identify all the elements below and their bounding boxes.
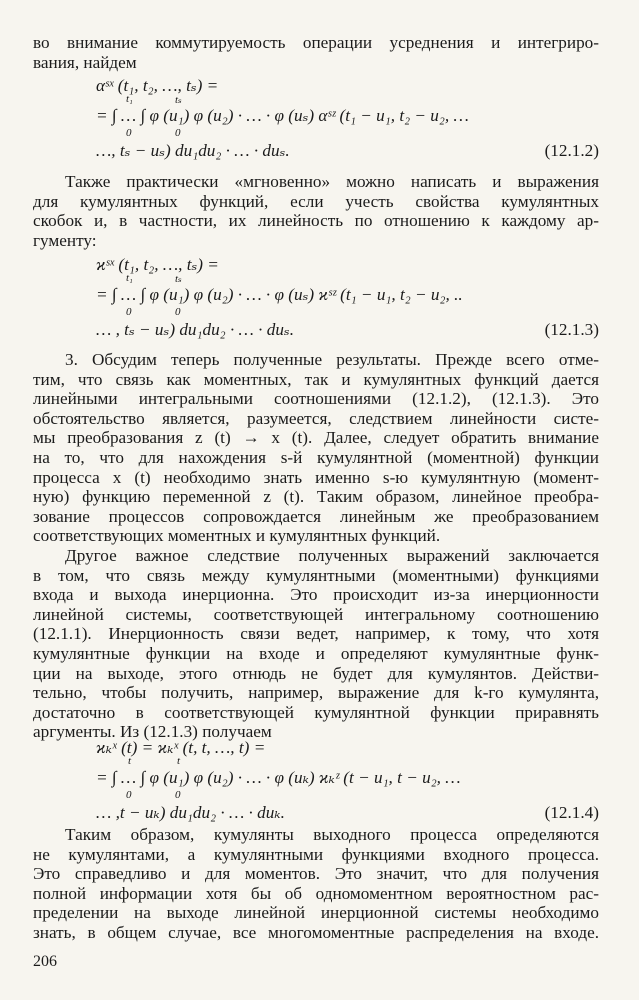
- text-line: линейной системы, соответствующей интегральному соотношению: [33, 604, 599, 624]
- text-line: линейными интегральными соотношениями (12.1.2), (12.1.3). Это: [33, 389, 599, 409]
- integral-lower-limit: 0: [175, 127, 181, 139]
- text-line: Таким образом, кумулянты выходного процесса определяются: [65, 825, 599, 844]
- text-line: процесса x (t) необходимо знать именно s-ю кумулянтную (момент-: [33, 467, 599, 487]
- text-line: соответствующих моментных и кумулянтных функций.: [33, 526, 441, 546]
- equation-line: = ∫ … ∫ φ (u₁) φ (u₂) · … · φ (uₛ) αˢᶻ (t₁ − u₁, t₂ − u₂, …: [96, 106, 469, 125]
- paragraph: [33, 546, 599, 742]
- text-line: тим, что связь как моментных, так и кумулянтных функций дается: [33, 369, 599, 389]
- text-line: в том, что связь между кумулянтными (моментными) функциями: [33, 565, 599, 585]
- equation-12-1-2: [0, 76, 639, 160]
- integral-lower-limit: 0: [175, 306, 181, 318]
- equation-line: ϰˢˣ (t₁, t₂, …, tₛ) =: [96, 255, 219, 274]
- integral-lower-limit: 0: [175, 789, 181, 801]
- equation-line: αˢˣ (t₁, t₂, …, tₛ) =: [96, 76, 219, 95]
- text-line: скобок и, в частности, их линейность по отношению к каждому ар-: [33, 211, 599, 231]
- text-line: вания, найдем: [33, 52, 137, 72]
- equation-line: … , tₛ − uₛ) du₁du₂ · … · duₛ.: [96, 320, 295, 339]
- integral-upper-limit: t: [177, 755, 181, 767]
- paragraph: [33, 825, 599, 943]
- equation-line: … ,t − uₖ) du₁du₂ · … · duₖ.: [96, 803, 285, 822]
- integral-lower-limit: 0: [126, 789, 132, 801]
- equation-line: = ∫ … ∫ φ (u₁) φ (u₂) · … · φ (uₖ) ϰₖᶻ (t − u₁, t − u₂, …: [96, 768, 461, 787]
- text-line: кумулянтные функции на входе и определяют кумулянтные функ-: [33, 643, 599, 663]
- integral-lower-limit: 0: [126, 306, 132, 318]
- text-line: зование процессов сопровождается линейным же преобразованием: [33, 506, 599, 526]
- text-line: тельно, чтобы получить, например, выражение для k-го кумулянта,: [33, 683, 599, 703]
- text-line: достаточно в соответствующей кумулянтной функции приравнять: [33, 702, 599, 722]
- text-line: ции на выходе, этого отнюдь не будет для кумулянтов. Действи-: [33, 663, 599, 683]
- equation-line: ϰₖˣ (t) = ϰₖˣ (t, t, …, t) =: [96, 738, 266, 757]
- text-line: (12.1.1). Инерционность связи ведет, например, к тому, что хотя: [33, 624, 599, 644]
- integral-upper-limit: t₁: [126, 93, 133, 105]
- page-number: 206: [33, 953, 57, 970]
- text-line: во внимание коммутируемость операции усреднения и интегриро-: [33, 33, 599, 52]
- text-line: знать, в общем случае, все многомоментные распределения на входе.: [33, 922, 599, 942]
- paragraph: [33, 172, 599, 250]
- intro-paragraph: [33, 33, 599, 72]
- equation-number: (12.1.4): [544, 803, 599, 822]
- text-line: Также практически «мгновенно» можно написать и выражения: [65, 172, 599, 191]
- text-line: Это справедливо и для моментов. Это значит, что для получения: [33, 864, 599, 884]
- integral-upper-limit: tₛ: [175, 273, 182, 285]
- text-line: аргументы. Из (12.1.3) получаем: [33, 722, 272, 742]
- text-line: гументу:: [33, 230, 97, 250]
- paragraph: [33, 350, 599, 546]
- text-line: 3. Обсудим теперь полученные результаты. Прежде всего отме-: [65, 350, 599, 369]
- equation-12-1-4: [0, 738, 639, 822]
- text-line: мы преобразования z (t) → x (t). Далее, следует обратить внимание: [33, 428, 599, 448]
- text-line: не кумулянтами, а кумулянтными функциями входного процесса.: [33, 844, 599, 864]
- equation-12-1-3: [0, 255, 639, 339]
- integral-upper-limit: t₁: [126, 272, 133, 284]
- text-line: обстоятельство является, разумеется, следствием линейности систе-: [33, 408, 599, 428]
- equation-line: …, tₛ − uₛ) du₁du₂ · … · duₛ.: [96, 141, 290, 160]
- text-line: пределении на выходе линейной инерционной системы необходимо: [33, 903, 599, 923]
- text-line: полной информации хотя бы об одномоментном вероятностном рас-: [33, 883, 599, 903]
- integral-upper-limit: t: [128, 755, 132, 767]
- text-line: ную) функцию переменной z (t). Таким образом, линейное преобра-: [33, 487, 599, 507]
- text-line: Другое важное следствие полученных выражений заключается: [65, 546, 599, 565]
- integral-lower-limit: 0: [126, 127, 132, 139]
- integral-upper-limit: tₛ: [175, 94, 182, 106]
- equation-number: (12.1.3): [544, 320, 599, 339]
- text-line: для кумулянтных функций, если учесть свойства кумулянтных: [33, 191, 599, 211]
- equation-number: (12.1.2): [544, 141, 599, 160]
- text-line: входа и выхода инерционна. Это происходит из-за инерционности: [33, 585, 599, 605]
- equation-line: = ∫ … ∫ φ (u₁) φ (u₂) · … · φ (uₛ) ϰˢᶻ (t₁ − u₁, t₂ − u₂, ..: [96, 285, 463, 304]
- text-line: на то, что для нахождения s-й кумулянтной (моментной) функции: [33, 447, 599, 467]
